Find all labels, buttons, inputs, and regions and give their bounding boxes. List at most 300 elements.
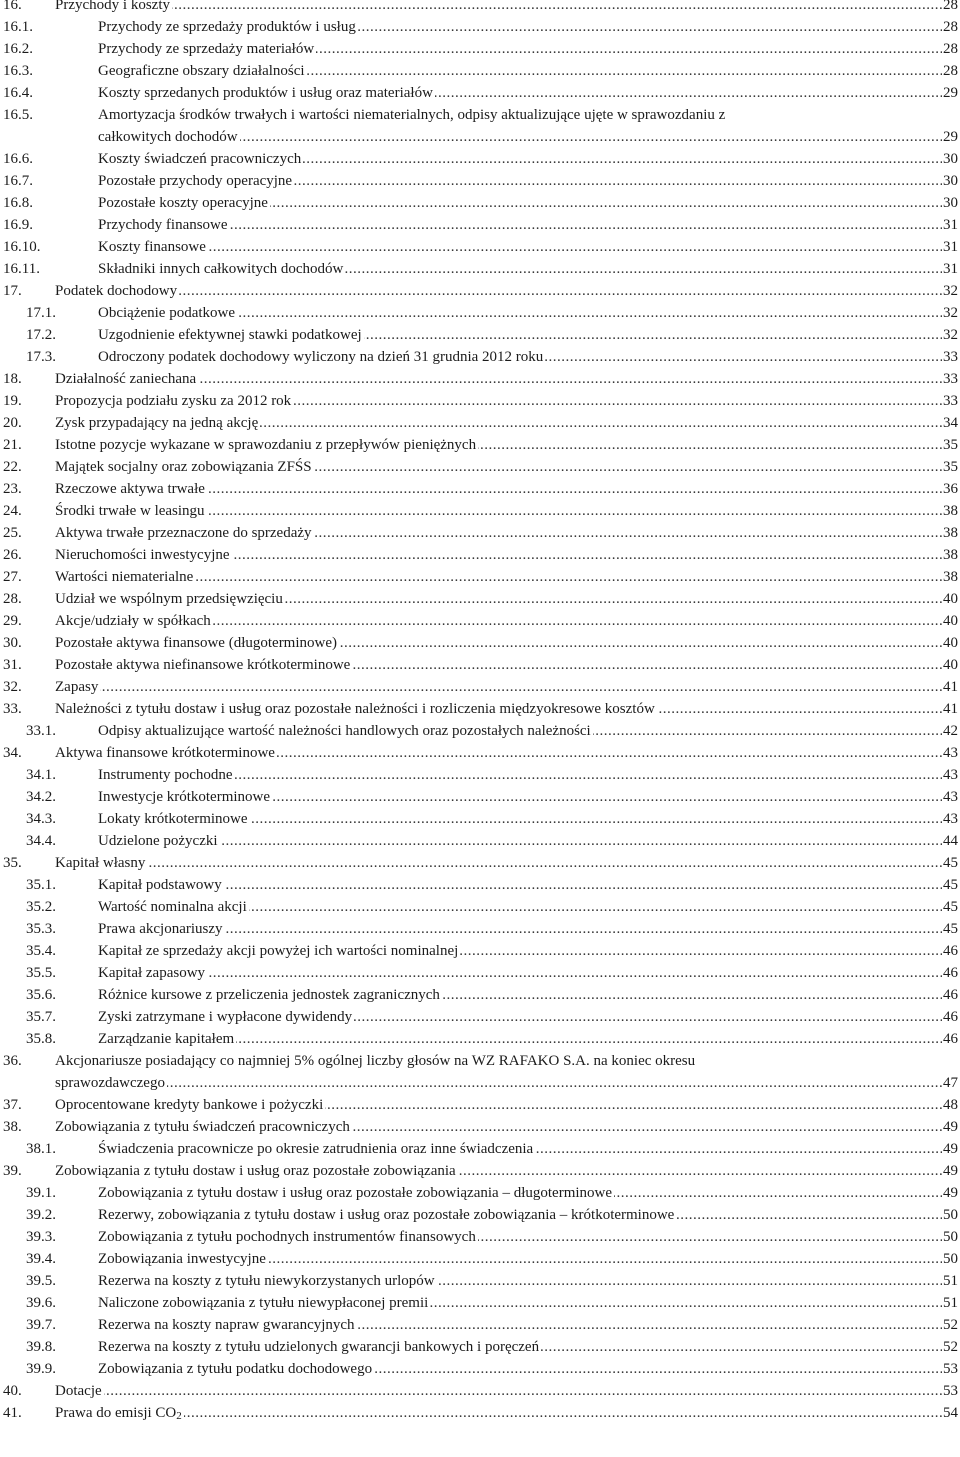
toc-entry[interactable] <box>0 830 960 852</box>
toc-entry-number: 33. <box>3 701 22 717</box>
toc-entry[interactable] <box>0 1160 960 1182</box>
toc-entry-leader <box>98 1138 942 1160</box>
toc-entry-page-number: 38 <box>942 500 958 522</box>
toc-entry-page-number: 33 <box>942 368 958 390</box>
toc-entry-title <box>98 1251 268 1267</box>
toc-entry-title-text: Zarządzanie kapitałem <box>98 1031 235 1047</box>
toc-entry-leader <box>98 1226 942 1248</box>
toc-entry-title <box>98 833 220 849</box>
toc-entry-title-text: Inwestycje krótkoterminowe <box>98 789 271 805</box>
toc-entry-number: 39.8. <box>26 1339 56 1355</box>
toc-entry-number: 19. <box>3 393 22 409</box>
toc-entry-title <box>98 239 208 255</box>
toc-entry-page-number: 35 <box>942 434 958 456</box>
toc-entry[interactable] <box>0 500 960 522</box>
toc-entry-title-text: Zobowiązania z tytułu świadczeń pracowniczych <box>55 1119 350 1135</box>
toc-entry-leader <box>55 1094 942 1116</box>
toc-entry-page-number: 28 <box>942 0 958 16</box>
toc-entry-number: 34.3. <box>26 811 56 827</box>
toc-entry-page-number: 28 <box>942 38 958 60</box>
toc-entry-number: 17.3. <box>26 349 56 365</box>
toc-entry-number: 31. <box>3 657 22 673</box>
toc-entry-number: 39.9. <box>26 1361 56 1377</box>
toc-entry[interactable] <box>0 302 960 324</box>
toc-entry[interactable] <box>0 258 960 280</box>
toc-entry-number: 34.2. <box>26 789 56 805</box>
toc-entry-title-text: Majątek socjalny oraz zobowiązania ZFŚS <box>55 459 312 475</box>
toc-entry-leader <box>98 214 942 236</box>
toc-entry-title-text: Działalność zaniechana <box>55 371 197 387</box>
toc-entry-title <box>98 173 294 189</box>
toc-entry-number: 39. <box>3 1163 22 1179</box>
toc-entry-title-line1: Akcjonariusze posiadający co najmniej 5% ogólnej liczby głosów na WZ RAFAKO S.A. na koniec okresu <box>55 1053 696 1069</box>
toc-entry-title <box>55 371 198 387</box>
toc-entry-page-number: 29 <box>942 126 958 148</box>
toc-entry-leader <box>98 324 942 346</box>
toc-entry-title <box>98 965 207 981</box>
toc-entry-leader <box>55 1160 942 1182</box>
toc-entry-page-number: 47 <box>942 1072 958 1094</box>
toc-entry-leader <box>55 412 942 434</box>
toc-entry-number: 39.3. <box>26 1229 56 1245</box>
toc-entry-leader <box>55 742 942 764</box>
toc-entry-leader <box>55 698 942 720</box>
toc-entry[interactable] <box>0 324 960 346</box>
toc-entry[interactable] <box>0 368 960 390</box>
toc-entry[interactable] <box>0 1138 960 1160</box>
toc-entry[interactable] <box>0 1226 960 1248</box>
toc-entry-leader <box>98 808 942 830</box>
toc-entry[interactable] <box>0 896 960 918</box>
toc-entry-leader <box>55 566 942 588</box>
toc-entry-page-number: 40 <box>942 632 958 654</box>
toc-entry-title-text: Rezerwy, zobowiązania z tytułu dostaw i usług oraz pozostałe zobowiązania – krótkoterminowe <box>98 1207 675 1223</box>
toc-entry-page-number: 50 <box>942 1226 958 1248</box>
toc-entry-title-text: Pozostałe aktywa niefinansowe krótkoterminowe <box>55 657 351 673</box>
toc-entry-number: 35.3. <box>26 921 56 937</box>
toc-entry-leader <box>98 786 942 808</box>
toc-entry-title <box>98 129 240 145</box>
toc-entry-number: 16.4. <box>3 85 33 101</box>
toc-entry-title-text: Przychody ze sprzedaży materiałów <box>98 41 315 57</box>
toc-entry-leader <box>98 1292 942 1314</box>
toc-entry-title <box>55 547 232 563</box>
toc-entry-title <box>55 283 179 299</box>
toc-entry[interactable] <box>0 1336 960 1358</box>
toc-entry[interactable] <box>0 412 960 434</box>
toc-entry-title-text: Zobowiązania z tytułu pochodnych instrumentów finansowych <box>98 1229 476 1245</box>
toc-entry-page-number: 32 <box>942 280 958 302</box>
toc-entry-title-text: Odroczony podatek dochodowy wyliczony na dzień 31 grudnia 2012 roku <box>98 349 544 365</box>
toc-entry-title <box>98 1273 437 1289</box>
toc-entry-title <box>55 459 314 475</box>
toc-entry-leader <box>55 588 942 610</box>
toc-entry-page-number: 45 <box>942 852 958 874</box>
toc-entry-title-text: Koszty sprzedanych produktów i usług oraz materiałów <box>98 85 433 101</box>
toc-entry-title <box>55 591 285 607</box>
toc-entry-title-text: Prawa do emisji CO <box>55 1405 177 1421</box>
toc-entry[interactable] <box>0 236 960 258</box>
toc-entry-title-text: Istotne pozycje wykazane w sprawozdaniu z przepływów pieniężnych <box>55 437 477 453</box>
toc-entry-title-text: Zapasy <box>55 679 99 695</box>
toc-entry-leader <box>55 478 942 500</box>
toc-entry-title-text: Naliczone zobowiązania z tytułu niewypłaconej premii <box>98 1295 429 1311</box>
toc-entry-title <box>98 811 250 827</box>
toc-entry-page-number: 40 <box>942 610 958 632</box>
toc-entry-leader <box>55 676 942 698</box>
toc-entry-number: 16.1. <box>3 19 33 35</box>
toc-entry-number: 16.3. <box>3 63 33 79</box>
toc-entry-title <box>98 1295 430 1311</box>
toc-entry-title <box>98 899 249 915</box>
toc-entry-page-number: 53 <box>942 1380 958 1402</box>
toc-entry-leader <box>98 830 942 852</box>
toc-entry[interactable] <box>0 1204 960 1226</box>
toc-entry-title <box>98 305 237 321</box>
toc-entry[interactable] <box>0 0 960 16</box>
toc-entry-number: 20. <box>3 415 22 431</box>
toc-entry-page-number: 46 <box>942 940 958 962</box>
toc-entry-title <box>98 987 442 1003</box>
toc-entry-title <box>55 613 213 629</box>
toc-entry-leader <box>98 1028 942 1050</box>
toc-entry-title <box>55 1383 104 1399</box>
toc-entry-leader <box>98 82 942 104</box>
toc-entry[interactable] <box>0 1006 960 1028</box>
toc-entry-title-text: Różnice kursowe z przeliczenia jednostek zagranicznych <box>98 987 440 1003</box>
toc-entry-title-text: Kapitał zapasowy <box>98 965 206 981</box>
toc-entry-page-number: 32 <box>942 324 958 346</box>
toc-entry-leader <box>98 346 942 368</box>
toc-entry[interactable] <box>0 566 960 588</box>
toc-entry-leader <box>98 1248 942 1270</box>
toc-entry-title-text: Wartość nominalna akcji <box>98 899 247 915</box>
toc-entry-leader <box>98 236 942 258</box>
toc-entry[interactable] <box>0 522 960 544</box>
toc-entry-title <box>55 393 293 409</box>
toc-entry-title-text: Należności z tytułu dostaw i usług oraz pozostałe należności i rozliczenia międzyokresowe kosztów <box>55 701 655 717</box>
toc-entry-number: 39.4. <box>26 1251 56 1267</box>
toc-entry-page-number: 49 <box>942 1138 958 1160</box>
toc-entry-page-number: 43 <box>942 808 958 830</box>
toc-entry[interactable] <box>0 1270 960 1292</box>
toc-entry[interactable] <box>0 698 960 720</box>
toc-entry-number: 39.1. <box>26 1185 56 1201</box>
toc-entry-number: 25. <box>3 525 22 541</box>
toc-entry[interactable] <box>0 654 960 676</box>
toc-entry-leader <box>55 390 942 412</box>
toc-entry[interactable] <box>0 940 960 962</box>
toc-entry-leader <box>98 38 942 60</box>
toc-entry-title <box>55 635 339 651</box>
toc-entry[interactable] <box>0 346 960 368</box>
toc-entry-title-text: Geograficzne obszary działalności <box>98 63 305 79</box>
toc-entry-page-number: 45 <box>942 874 958 896</box>
toc-entry-title <box>98 921 225 937</box>
toc-entry-leader <box>55 632 942 654</box>
toc-entry-title-text: Środki trwałe w leasingu <box>55 503 205 519</box>
toc-entry[interactable] <box>0 104 960 148</box>
toc-entry-title <box>55 1075 167 1091</box>
toc-entry-title-text: Oprocentowane kredyty bankowe i pożyczki <box>55 1097 324 1113</box>
toc-entry-title-text: Uzgodnienie efektywnej stawki podatkowej <box>98 327 362 343</box>
toc-entry-leader <box>98 1270 942 1292</box>
toc-entry-title-text: Obciążenie podatkowe <box>98 305 236 321</box>
toc-entry-number: 33.1. <box>26 723 56 739</box>
toc-entry-title-text: Dotacje <box>55 1383 102 1399</box>
toc-entry-number: 40. <box>3 1383 22 1399</box>
toc-entry-number: 38. <box>3 1119 22 1135</box>
toc-entry-title-text: Zyski zatrzymane i wypłacone dywidendy <box>98 1009 353 1025</box>
toc-entry-page-number: 28 <box>942 60 958 82</box>
toc-entry-leader <box>55 1402 942 1424</box>
toc-entry[interactable] <box>0 918 960 940</box>
toc-entry-page-number: 53 <box>942 1358 958 1380</box>
toc-entry-leader <box>98 16 942 38</box>
toc-entry-title-text: Zobowiązania inwestycyjne <box>98 1251 266 1267</box>
toc-entry[interactable] <box>0 1050 960 1094</box>
toc-entry-leader <box>98 1336 942 1358</box>
toc-entry-number: 17. <box>3 283 22 299</box>
toc-entry-page-number: 49 <box>942 1160 958 1182</box>
toc-entry[interactable] <box>0 1116 960 1138</box>
toc-entry-number: 16.7. <box>3 173 33 189</box>
toc-entry-title-line1: Amortyzacja środków trwałych i wartości niematerialnych, odpisy aktualizujące ujęte w sprawozdaniu z <box>98 107 726 123</box>
toc-entry[interactable] <box>0 764 960 786</box>
toc-entry[interactable] <box>0 214 960 236</box>
toc-entry-leader <box>98 764 942 786</box>
toc-entry-title-text: Koszty finansowe <box>98 239 206 255</box>
toc-entry[interactable] <box>0 1094 960 1116</box>
toc-entry-title-text: Kapitał podstawowy <box>98 877 222 893</box>
toc-entry[interactable] <box>0 1314 960 1336</box>
toc-entry-leader <box>98 1006 942 1028</box>
toc-entry-page-number: 51 <box>942 1292 958 1314</box>
toc-entry-number: 35.6. <box>26 987 56 1003</box>
toc-entry-title-text: Przychody i koszty <box>55 0 170 13</box>
toc-entry[interactable] <box>0 16 960 38</box>
toc-entry-page-number: 40 <box>942 588 958 610</box>
toc-entry[interactable] <box>0 874 960 896</box>
toc-entry[interactable] <box>0 1380 960 1402</box>
toc-entry-number: 36. <box>3 1053 22 1069</box>
toc-entry-number: 17.1. <box>26 305 56 321</box>
toc-entry-page-number: 43 <box>942 742 958 764</box>
toc-entry-number: 34.4. <box>26 833 56 849</box>
toc-entry-title-text: Aktywa finansowe krótkoterminowe <box>55 745 275 761</box>
toc-entry-number: 26. <box>3 547 22 563</box>
toc-entry-title-text: Kapitał ze sprzedaży akcji powyżej ich wartości nominalnej <box>98 943 459 959</box>
toc-entry[interactable] <box>0 1402 960 1424</box>
toc-entry-leader <box>98 60 942 82</box>
toc-entry[interactable] <box>0 786 960 808</box>
toc-entry[interactable] <box>0 676 960 698</box>
toc-entry-leader <box>55 522 942 544</box>
toc-entry[interactable] <box>0 434 960 456</box>
toc-entry[interactable] <box>0 1358 960 1380</box>
toc-entry-title-text: Zobowiązania z tytułu podatku dochodowego <box>98 1361 373 1377</box>
toc-entry[interactable] <box>0 808 960 830</box>
toc-entry-number: 17.2. <box>26 327 56 343</box>
toc-entry-title-text: Zobowiązania z tytułu dostaw i usług oraz pozostałe zobowiązania <box>55 1163 456 1179</box>
toc-entry[interactable] <box>0 588 960 610</box>
toc-entry-title <box>55 481 207 497</box>
toc-entry-title <box>55 679 100 695</box>
toc-entry-page-number: 49 <box>942 1116 958 1138</box>
toc-entry-number: 23. <box>3 481 22 497</box>
toc-entry[interactable] <box>0 170 960 192</box>
toc-entry-page-number: 34 <box>942 412 958 434</box>
toc-entry-number: 16.5. <box>3 107 33 123</box>
toc-entry-title-text: Rezerwa na koszty z tytułu niewykorzystanych urlopów <box>98 1273 435 1289</box>
toc-entry-number: 39.6. <box>26 1295 56 1311</box>
toc-entry-title-text: Instrumenty pochodne <box>98 767 233 783</box>
toc-entry-number: 27. <box>3 569 22 585</box>
toc-entry-leader <box>55 368 942 390</box>
toc-entry-page-number: 52 <box>942 1314 958 1336</box>
toc-entry[interactable] <box>0 1028 960 1050</box>
toc-entry-number: 16.2. <box>3 41 33 57</box>
toc-entry-leader <box>55 610 942 632</box>
toc-entry-title-text: Pozostałe koszty operacyjne <box>98 195 268 211</box>
toc-entry[interactable] <box>0 852 960 874</box>
toc-entry[interactable] <box>0 1292 960 1314</box>
toc-entry-number: 21. <box>3 437 22 453</box>
toc-entry[interactable] <box>0 38 960 60</box>
toc-entry-page-number: 46 <box>942 1028 958 1050</box>
toc-entry-title <box>55 1163 458 1179</box>
toc-entry-number: 34.1. <box>26 767 56 783</box>
toc-entry-title <box>98 1339 541 1355</box>
toc-entry-number: 39.2. <box>26 1207 56 1223</box>
toc-entry-page-number: 30 <box>942 148 958 170</box>
toc-entry-leader <box>98 258 942 280</box>
toc-entry-page-number: 35 <box>942 456 958 478</box>
toc-entry-number: 35.8. <box>26 1031 56 1047</box>
toc-entry[interactable] <box>0 148 960 170</box>
toc-entry[interactable] <box>0 742 960 764</box>
toc-entry-number: 35.1. <box>26 877 56 893</box>
toc-entry-title-text: Lokaty krótkoterminowe <box>98 811 248 827</box>
toc-entry-number: 39.7. <box>26 1317 56 1333</box>
toc-entry-page-number: 45 <box>942 896 958 918</box>
toc-entry-leader <box>98 126 942 148</box>
toc-entry-title <box>55 569 195 585</box>
toc-entry-number: 30. <box>3 635 22 651</box>
toc-entry[interactable] <box>0 82 960 104</box>
toc-entry-page-number: 31 <box>942 214 958 236</box>
toc-entry[interactable] <box>0 192 960 214</box>
toc-entry-title <box>98 1317 357 1333</box>
toc-entry-number: 24. <box>3 503 22 519</box>
toc-entry-number: 35.7. <box>26 1009 56 1025</box>
toc-entry[interactable] <box>0 456 960 478</box>
toc-entry[interactable] <box>0 280 960 302</box>
toc-entry[interactable] <box>0 390 960 412</box>
toc-entry-number: 16.9. <box>3 217 33 233</box>
toc-entry-leader <box>55 544 942 566</box>
toc-entry-title-text: Odpisy aktualizujące wartość należności handlowych oraz pozostałych należności <box>98 723 591 739</box>
toc-entry-title <box>98 767 235 783</box>
toc-entry[interactable] <box>0 962 960 984</box>
toc-entry-title-text: Wartości niematerialne <box>55 569 194 585</box>
toc-entry-page-number: 41 <box>942 676 958 698</box>
toc-entry-title <box>98 1207 676 1223</box>
toc-entry-number: 18. <box>3 371 22 387</box>
toc-entry[interactable] <box>0 610 960 632</box>
toc-entry-number: 16.8. <box>3 195 33 211</box>
toc-entry[interactable] <box>0 1248 960 1270</box>
toc-entry-leader <box>98 170 942 192</box>
toc-entry-page-number: 40 <box>942 654 958 676</box>
toc-entry-title-text: Udzielone pożyczki <box>98 833 218 849</box>
toc-entry[interactable] <box>0 632 960 654</box>
toc-entry-title <box>98 261 345 277</box>
toc-entry-title-text: Zobowiązania z tytułu dostaw i usług oraz pozostałe zobowiązania – długoterminowe <box>98 1185 613 1201</box>
toc-entry-leader <box>55 434 942 456</box>
toc-entry-number: 41. <box>3 1405 22 1421</box>
toc-entry-page-number: 29 <box>942 82 958 104</box>
toc-entry-title <box>98 723 593 739</box>
toc-entry[interactable] <box>0 478 960 500</box>
toc-entry-title <box>98 877 224 893</box>
toc-entry-title <box>55 503 207 519</box>
toc-entry-title-text: Udział we wspólnym przedsięwzięciu <box>55 591 283 607</box>
toc-entry-number: 28. <box>3 591 22 607</box>
toc-entry[interactable] <box>0 720 960 742</box>
toc-entry-page-number: 38 <box>942 522 958 544</box>
toc-entry-title-text: Podatek dochodowy <box>55 283 178 299</box>
toc-entry-leader <box>55 1116 942 1138</box>
toc-entry-page-number: 48 <box>942 1094 958 1116</box>
toc-entry-leader <box>55 1072 942 1094</box>
toc-entry-page-number: 43 <box>942 764 958 786</box>
toc-entry-page-number: 43 <box>942 786 958 808</box>
toc-entry-leader <box>98 720 942 742</box>
toc-entry-title <box>98 1031 236 1047</box>
toc-entry-title <box>98 217 230 233</box>
toc-entry-title <box>55 855 147 871</box>
toc-entry[interactable] <box>0 60 960 82</box>
toc-entry-page-number: 31 <box>942 236 958 258</box>
toc-entry[interactable] <box>0 544 960 566</box>
toc-entry-page-number: 50 <box>942 1204 958 1226</box>
toc-entry-title <box>98 349 545 365</box>
toc-entry-page-number: 36 <box>942 478 958 500</box>
toc-entry-number: 32. <box>3 679 22 695</box>
toc-entry-title-text: Rezerwa na koszty napraw gwarancyjnych <box>98 1317 355 1333</box>
toc-entry-page-number: 38 <box>942 544 958 566</box>
toc-entry-title <box>98 151 303 167</box>
toc-entry-title-text: Rezerwa na koszty z tytułu udzielonych gwarancji bankowych i poręczeń <box>98 1339 540 1355</box>
toc-entry-page-number: 32 <box>942 302 958 324</box>
toc-entry-page-number: 46 <box>942 962 958 984</box>
toc-entry[interactable] <box>0 984 960 1006</box>
toc-entry-number: 16. <box>3 0 22 13</box>
toc-entry-title <box>55 437 478 453</box>
toc-entry-leader <box>98 1358 942 1380</box>
toc-entry-page-number: 30 <box>942 170 958 192</box>
toc-entry-title <box>55 657 352 673</box>
toc-entry-leader <box>55 852 942 874</box>
toc-entry-title <box>98 1009 354 1025</box>
toc-entry[interactable] <box>0 1182 960 1204</box>
toc-entry-title <box>55 1119 352 1135</box>
toc-entry-page-number: 54 <box>942 1402 958 1424</box>
toc-entry-title <box>98 1361 374 1377</box>
toc-entry-number: 35.2. <box>26 899 56 915</box>
toc-entry-title-text: Przychody finansowe <box>98 217 228 233</box>
